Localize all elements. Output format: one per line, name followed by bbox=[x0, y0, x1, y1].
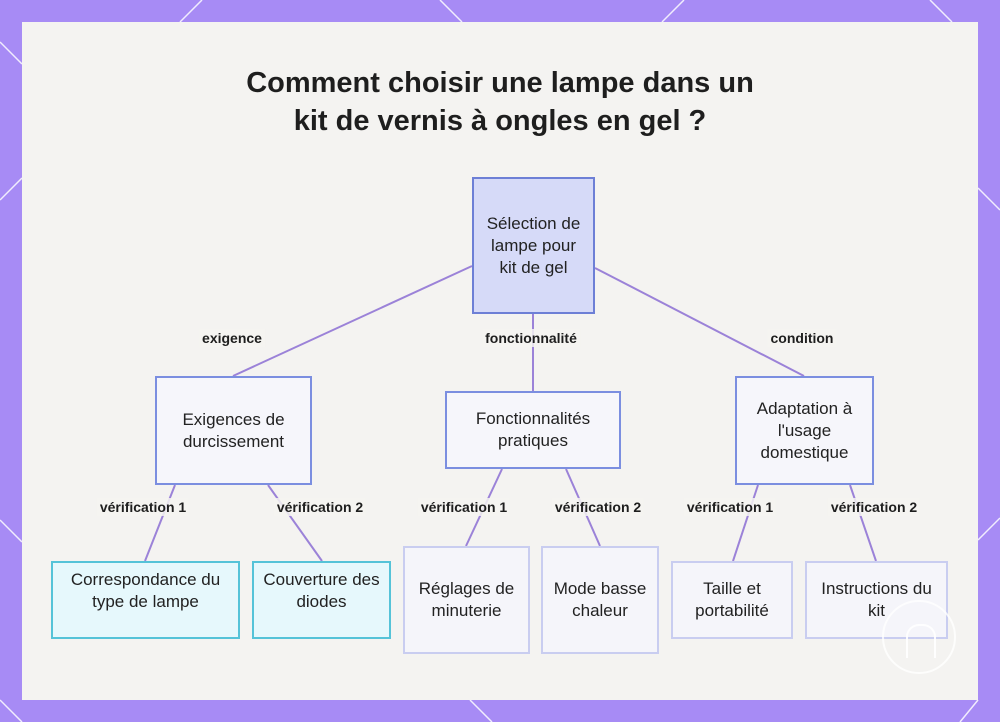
node-practical-features bbox=[445, 391, 621, 469]
edge-label-verification-1-features: vérification 1 bbox=[418, 498, 510, 516]
node-instructions-label: Instructions du kit bbox=[821, 579, 932, 620]
node-diode-coverage bbox=[252, 561, 391, 639]
title-line-1: Comment choisir une lampe dans un bbox=[246, 67, 754, 99]
node-curing-requirements bbox=[155, 376, 312, 485]
node-timer-label: Réglages de minuterie bbox=[418, 579, 515, 620]
watermark-arch-icon bbox=[906, 624, 936, 658]
node-lamp-match-label: Correspondance du type de lampe bbox=[70, 570, 221, 611]
node-root-lamp-selection bbox=[472, 177, 595, 314]
node-low-heat-label: Mode basse chaleur bbox=[553, 579, 647, 620]
edge-label-condition: condition bbox=[768, 329, 837, 347]
edge-label-verification-2-home: vérification 2 bbox=[828, 498, 920, 516]
node-home-label: Adaptation à l'usage domestique bbox=[756, 398, 853, 462]
node-root-label: Sélection de lampe pour kit de gel bbox=[486, 213, 581, 277]
edge-label-exigence: exigence bbox=[199, 329, 265, 347]
diagram-title bbox=[0, 64, 1000, 140]
node-home-use bbox=[735, 376, 874, 485]
edge-label-verification-1-curing: vérification 1 bbox=[97, 498, 189, 516]
edge-label-verification-2-features: vérification 2 bbox=[552, 498, 644, 516]
edge-label-verification-1-home: vérification 1 bbox=[684, 498, 776, 516]
node-size-label: Taille et portabilité bbox=[695, 579, 769, 620]
edge-label-verification-2-curing: vérification 2 bbox=[274, 498, 366, 516]
node-size-portability bbox=[671, 561, 793, 639]
node-features-label: Fonctionnalités pratiques bbox=[475, 409, 591, 450]
node-diodes-label: Couverture des diodes bbox=[263, 570, 380, 611]
node-timer-settings bbox=[403, 546, 530, 654]
node-low-heat-mode bbox=[541, 546, 659, 654]
title-line-2: kit de vernis à ongles en gel ? bbox=[293, 105, 707, 137]
node-lamp-type-match bbox=[51, 561, 240, 639]
edge-label-fonctionnalite: fonctionnalité bbox=[482, 329, 580, 347]
node-curing-label: Exigences de durcissement bbox=[182, 409, 285, 451]
watermark-logo-icon bbox=[882, 600, 956, 674]
